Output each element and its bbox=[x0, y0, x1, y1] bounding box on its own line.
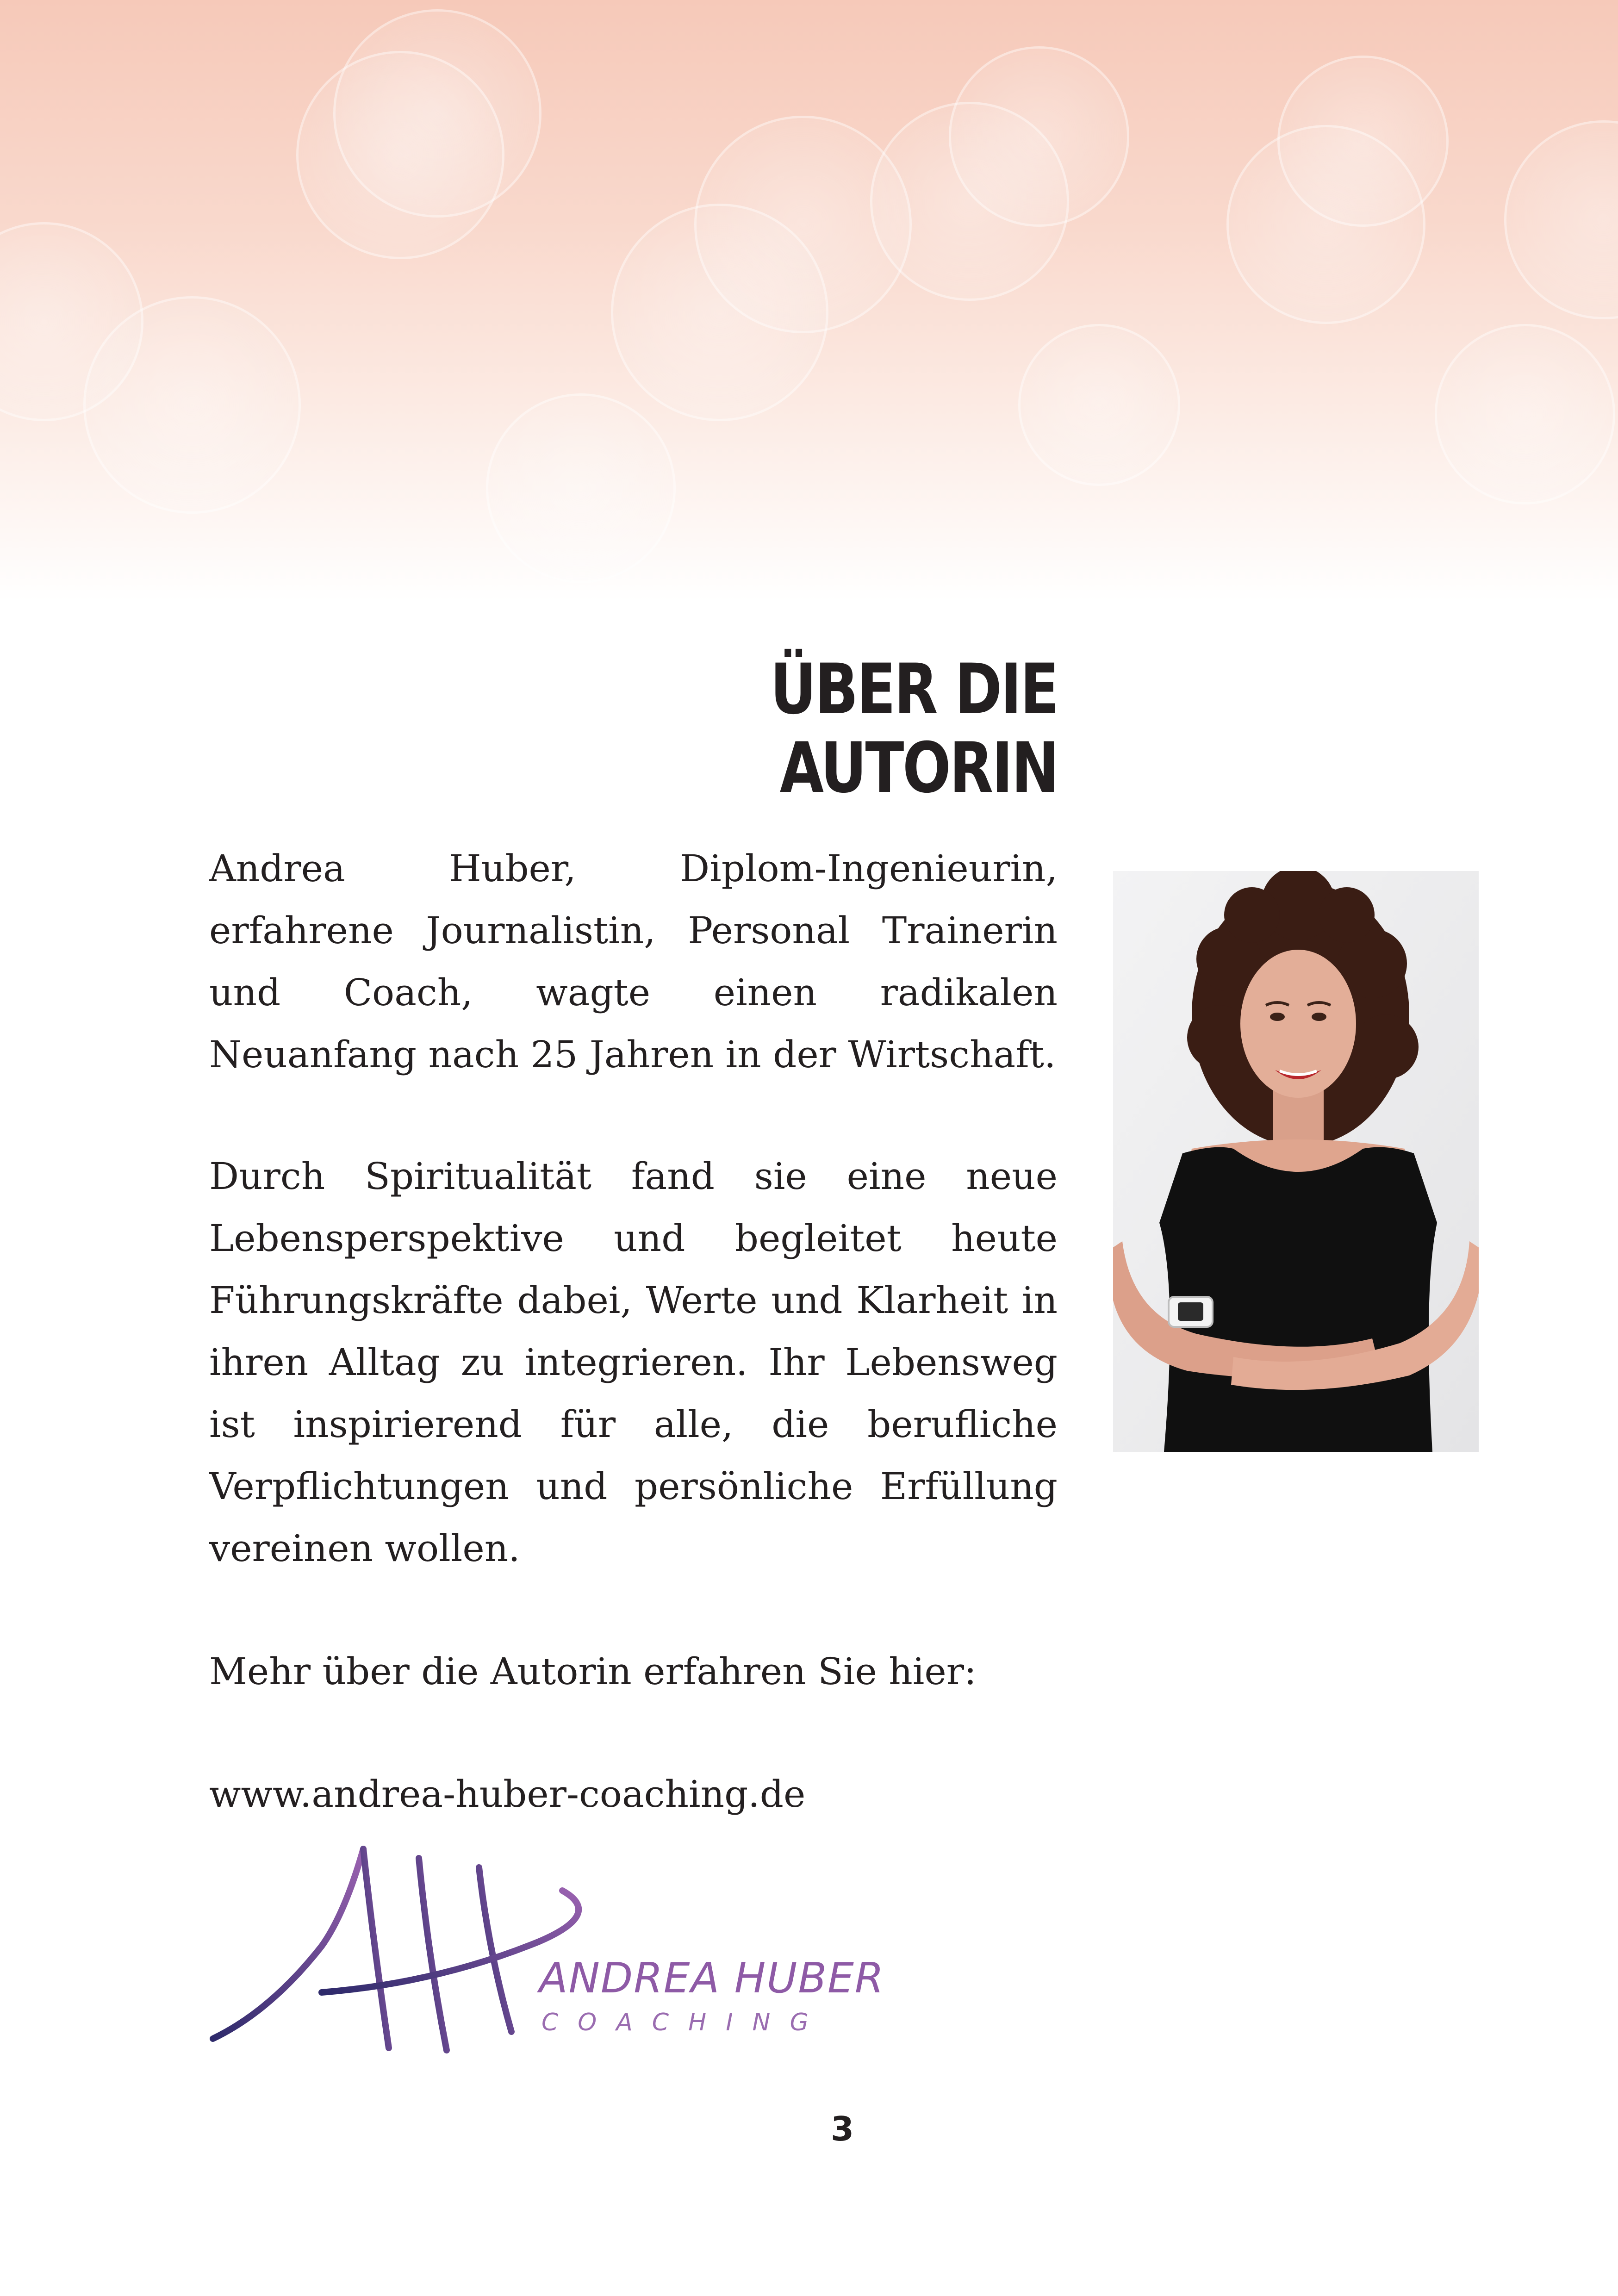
page-number: 3 bbox=[830, 2109, 854, 2148]
bio-paragraph-1: Andrea Huber, Diplom-Ingenieurin, erfahrene Journalistin, Personal Trainerin und Coach, wagte einen radikalen Neuanfang nach 25 Jahren in der Wirtschaft. bbox=[209, 847, 1058, 1076]
bokeh-circle bbox=[949, 46, 1129, 227]
author-photo bbox=[1113, 871, 1479, 1452]
bokeh-circle bbox=[1277, 56, 1449, 227]
more-info-text: Mehr über die Autorin erfahren Sie hier: bbox=[209, 1650, 977, 1693]
logo bbox=[206, 1844, 937, 2066]
bio-paragraph-2: Durch Spiritualität fand sie eine neue Lebensperspektive und begleitet heute Führungskräfte dabei, Werte und Klarheit in ihren Alltag zu integrieren. Ihr Lebensweg ist inspirierend für alle, die berufliche Verpflichtungen und persönliche Erfüllung vereinen wollen. bbox=[209, 1155, 1058, 1570]
logo-subtitle: COACHING bbox=[541, 2009, 828, 2036]
bokeh-circle bbox=[1018, 324, 1180, 486]
logo-name: ANDREA HUBER bbox=[539, 1954, 885, 2003]
bokeh-circle bbox=[486, 393, 676, 583]
bokeh-circle bbox=[611, 204, 828, 421]
page-title: ÜBER DIE AUTORIN bbox=[770, 649, 1058, 809]
header-bokeh-background bbox=[0, 0, 1618, 602]
bokeh-circle bbox=[296, 51, 504, 259]
bokeh-circle bbox=[1435, 324, 1615, 504]
bokeh-circle bbox=[1504, 120, 1618, 319]
website-link[interactable]: www.andrea-huber-coaching.de bbox=[209, 1773, 806, 1816]
